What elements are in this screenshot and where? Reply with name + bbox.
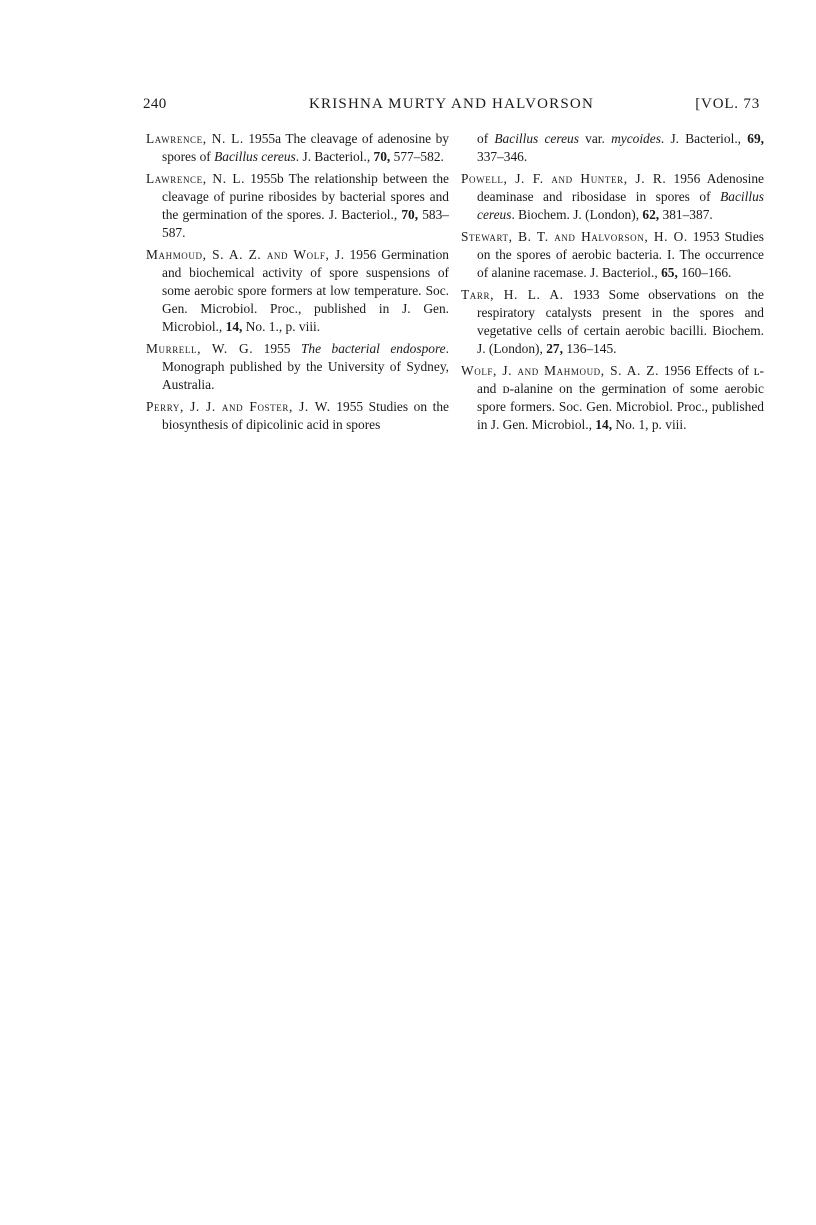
reference-title-end: . (511, 207, 515, 222)
reference-author: Wolf, J. and Mahmoud, S. A. Z. (461, 363, 660, 378)
reference-volume: 14, (595, 417, 613, 432)
volume-label: [VOL. 73 (695, 96, 760, 112)
reference-journal: J. Bacteriol., (328, 207, 398, 222)
reference-journal: . J. Bacteriol., (660, 131, 742, 146)
reference-pages: No. 1., p. viii. (245, 319, 321, 334)
reference-pages: 337–346. (477, 149, 528, 164)
page-header (143, 96, 760, 118)
reference-journal: Biochem. J. (London), (518, 207, 640, 222)
reference-entry (461, 170, 764, 224)
reference-pages: 136–145. (566, 341, 617, 356)
reference-volume: 62, (642, 207, 660, 222)
reference-journal: Soc. Gen. Microbiol. Proc., published in J. Gen. Microbiol., (477, 399, 764, 432)
reference-title: Effects of ʟ- and ᴅ-alanine on the germination of some aerobic spore formers. (477, 363, 764, 414)
reference-journal: J. Bacteriol., (302, 149, 371, 164)
reference-volume: 65, (661, 265, 678, 280)
reference-entry (461, 228, 764, 282)
reference-continuation (461, 130, 764, 166)
reference-author: Lawrence, N. L. (146, 131, 244, 146)
reference-title-mid: var. (578, 131, 612, 146)
reference-year: 1955 (263, 341, 291, 356)
reference-volume: 14, (225, 319, 243, 334)
reference-year: 1956 (673, 171, 701, 186)
reference-volume: 69, (747, 131, 764, 146)
reference-entry (146, 170, 449, 242)
page-number: 240 (143, 96, 167, 112)
reference-author: Mahmoud, S. A. Z. and Wolf, J. (146, 247, 345, 262)
reference-journal: Monograph published by the University of Sydney, Australia. (162, 359, 449, 392)
reference-pages: 577–582. (393, 149, 444, 164)
reference-year: 1955a (248, 131, 282, 146)
reference-title: The cleavage of adenosine by spores of (162, 131, 449, 164)
running-head: KRISHNA MURTY AND HALVORSON (308, 96, 594, 112)
reference-entry (461, 362, 764, 434)
reference-year: 1933 (572, 287, 600, 302)
reference-year: 1956 (663, 363, 691, 378)
reference-author: Stewart, B. T. and Halvorson, H. O. (461, 229, 688, 244)
reference-author: Powell, J. F. and Hunter, J. R. (461, 171, 667, 186)
reference-pages: 160–166. (681, 265, 732, 280)
reference-pages: No. 1, p. viii. (615, 417, 687, 432)
reference-entry (146, 130, 449, 166)
reference-author: Lawrence, N. L. (146, 171, 246, 186)
reference-volume: 70, (373, 149, 391, 164)
reference-volume: 27, (546, 341, 563, 356)
reference-title: The relationship between the cleavage of purine ribosides by bacterial spores and the germination of the spores. (162, 171, 449, 222)
reference-title-end: . (295, 149, 300, 164)
reference-volume: 70, (401, 207, 419, 222)
reference-entry (146, 340, 449, 394)
reference-entry (146, 398, 449, 434)
reference-title: Studies on the spores of aerobic bacteria. I. The occurrence of alanine racemase. (477, 229, 764, 280)
references-left-column (146, 130, 449, 438)
reference-year: 1956 (349, 247, 377, 262)
reference-entry (461, 286, 764, 358)
reference-title-italic: Bacillus cereus (477, 189, 764, 222)
reference-title-end: . (445, 341, 449, 356)
reference-year: 1953 (692, 229, 720, 244)
reference-title: Some observations on the respiratory catalysts present in the spores and vegetative cells of certain aerobic bacilli. (477, 287, 764, 338)
reference-title: Germination and biochemical activity of spore suspensions of some aerobic spore formers at low temperature. (162, 247, 449, 298)
reference-author: Tarr, H. L. A. (461, 287, 564, 302)
reference-journal: Biochem. J. (London), (477, 323, 764, 356)
reference-author: Murrell, W. G. (146, 341, 254, 356)
reference-title-italic: Bacillus cereus (494, 131, 579, 146)
reference-title-italic: mycoides (611, 131, 661, 146)
reference-journal: Soc. Gen. Microbiol. Proc., published in J. Gen. Microbiol., (162, 283, 449, 334)
reference-title: Adenosine deaminase and ribosidase in spores of (477, 171, 764, 204)
reference-year: 1955b (250, 171, 284, 186)
reference-pages: 583–587. (162, 207, 449, 240)
reference-title-italic: The bacterial endospore (300, 341, 446, 356)
reference-title: of (477, 131, 495, 146)
reference-pages: 381–387. (662, 207, 713, 222)
reference-entry (146, 246, 449, 336)
reference-title: Studies on the biosynthesis of dipicolinic acid in spores (162, 399, 449, 432)
reference-year: 1955 (336, 399, 364, 414)
references-right-column (461, 130, 764, 438)
reference-author: Perry, J. J. and Foster, J. W. (146, 399, 331, 414)
reference-title-italic: Bacillus cereus (214, 149, 296, 164)
reference-journal: J. Bacteriol., (590, 265, 658, 280)
